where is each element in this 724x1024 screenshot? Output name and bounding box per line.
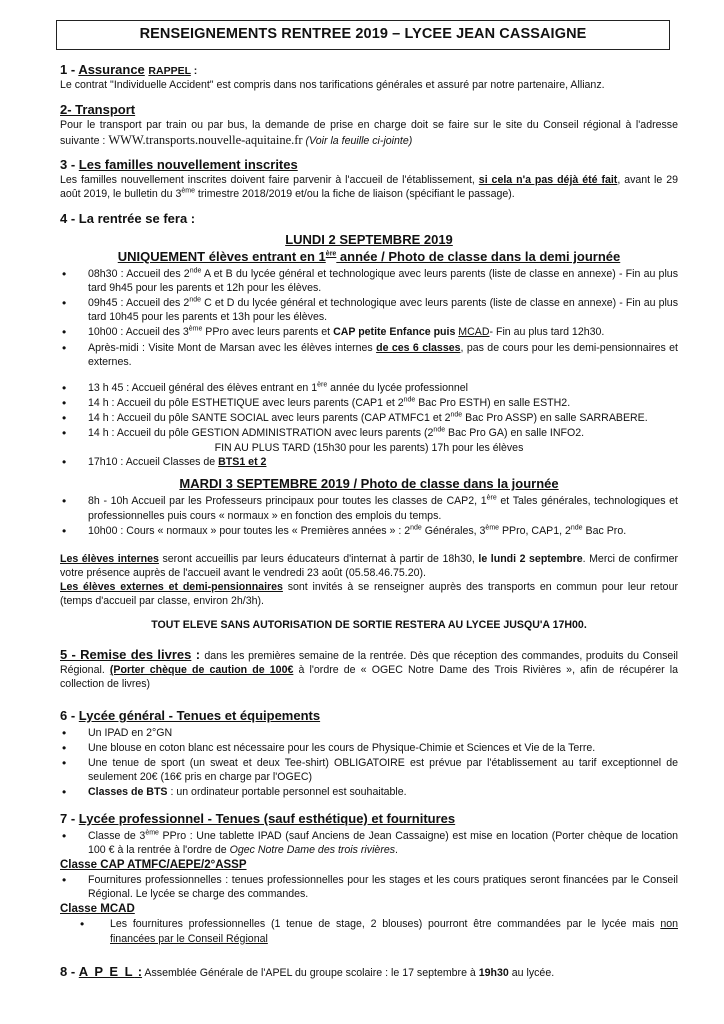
section-heading: 2- Transport — [60, 102, 136, 117]
list-item: • Classe de 3ème PPro : Une tablette IPAD (sauf Anciens de Jean Cassaigne) est mise en location (Porter chèque de location 100 € à la rentrée à l'ordre de Ogec Notre Dame des trois rivières. — [60, 829, 678, 857]
list-item: • Une blouse en coton blanc est nécessaire pour les cours de Physique-Chimie et Sciences et Vie de la Terre. — [60, 741, 678, 755]
section-heading: 1 - Assurance RAPPEL : — [60, 62, 198, 77]
internes-paragraph: Les élèves internes seront accueillis par leurs éducateurs d'internat à partir de 18h30, le lundi 2 septembre. Merci de confirmer votre présence auprès de l'accueil avant le vendredi 23 août (05.58.46.75.20). — [60, 552, 678, 579]
class-heading-mcad: Classe MCAD — [60, 903, 135, 916]
section-rentree — [60, 211, 678, 632]
warning-sortie: TOUT ELEVE SANS AUTORISATION DE SORTIE RESTERA AU LYCEE JUSQU'A 17H00. — [151, 619, 587, 631]
pro-list-cap — [60, 873, 678, 901]
list-item: • 10h00 : Cours « normaux » pour toutes les « Premières années » : 2nde Générales, 3ème PPro, CAP1, 2nde Bac Pro. — [60, 524, 678, 538]
list-item: • 17h10 : Accueil Classes de BTS1 et 2 — [60, 455, 678, 469]
section-livres — [60, 647, 678, 691]
list-item: • Après-midi : Visite Mont de Marsan avec les élèves internes de ces 6 classes, pas de cours pour les demi-pensionnaires et externes. — [60, 341, 678, 369]
list-item: • 13 h 45 : Accueil général des élèves entrant en 1ère année du lycée professionnel — [60, 381, 678, 395]
section-text: 8 - A P E L : Assemblée Générale de l'APEL du groupe scolaire : le 17 septembre à 19h30 au lycée. — [60, 964, 555, 979]
list-item: • Classes de BTS : un ordinateur portable personnel est souhaitable. — [60, 785, 678, 799]
schedule-list-lundi-matin — [60, 267, 678, 369]
section-assurance — [60, 62, 678, 92]
transport-url[interactable]: WWW.transports.nouvelle-aquitaine.fr — [108, 132, 303, 147]
section-nouvelles-familles — [60, 157, 678, 201]
section-heading: 3 - Les familles nouvellement inscrites — [60, 157, 298, 172]
equipment-list — [60, 726, 678, 799]
class-heading-cap: Classe CAP ATMFC/AEPE/2°ASSP — [60, 858, 247, 871]
section-text: Les familles nouvellement inscrites doivent faire parvenir à l'accueil de l'établissement, si cela n'a pas déjà été fait, avant le 29 août 2019, le bulletin du 3ème trimestre 2018/2019 et/ou la fiche de liaison (spécifiant le passage). — [60, 173, 679, 200]
section-heading: 7 - Lycée professionnel - Tenues (sauf esthétique) et fournitures — [60, 811, 456, 826]
day-heading-lundi: LUNDI 2 SEPTEMBRE 2019 — [285, 231, 453, 247]
list-item: • 14 h : Accueil du pôle GESTION ADMINISTRATION avec leurs parents (2nde Bac Pro GA) en salle INFO2. — [60, 426, 678, 440]
schedule-list-lundi-apres-midi — [60, 381, 678, 440]
list-item: • 14 h : Accueil du pôle SANTE SOCIAL avec leurs parents (CAP ATMFC1 et 2nde Bac Pro ASSP) en salle SARRABERE. — [60, 411, 678, 425]
list-item: • 08h30 : Accueil des 2nde A et B du lycée général et technologique avec leurs parents (liste de classe en annexe) - Fin au plus tard 9h45 pour les parents et 12h pour les élèves. — [60, 267, 678, 295]
list-item: • Une tenue de sport (un sweat et deux Tee-shirt) OBLIGATOIRE est prévue par l'établissement au tarif exceptionnel de seulement 20€ (16€ pris en charge par l'OGEC) — [60, 756, 678, 784]
section-transport — [60, 102, 678, 148]
list-item: • 10h00 : Accueil des 3ème PPro avec leurs parents et CAP petite Enfance puis MCAD- Fin au plus tard 12h30. — [60, 325, 678, 339]
fin-au-plus-tard: FIN AU PLUS TARD (15h30 pour les parents) 17h pour les élèves — [214, 442, 524, 455]
pro-list-3ppro — [60, 829, 678, 857]
section-heading: 4 - La rentrée se fera : — [60, 211, 196, 226]
page-title: RENSEIGNEMENTS RENTREE 2019 – LYCEE JEAN CASSAIGNE — [56, 20, 670, 50]
list-item: • 14 h : Accueil du pôle ESTHETIQUE avec leurs parents (CAP1 et 2nde Bac Pro ESTH) en salle ESTH2. — [60, 396, 678, 410]
schedule-list-mardi — [60, 494, 678, 537]
section-lycee-pro — [60, 811, 678, 947]
schedule-list-bts — [60, 455, 678, 469]
list-item: • 09h45 : Accueil des 2nde C et D du lycée général et technologique avec leurs parents (liste de classe en annexe) - Fin au plus tard 10h45 pour les parents et 13h pour les élèves. — [60, 296, 678, 324]
day-heading-mardi: MARDI 3 SEPTEMBRE 2019 / Photo de classe dans la journée — [179, 476, 559, 492]
section-heading: 6 - Lycée général - Tenues et équipements — [60, 708, 321, 723]
section-text: Pour le transport par train ou par bus, la demande de prise en charge doit se faire sur le site du Conseil régional à l'adresse suivante : WWW.transports.nouvelle-aquitaine.fr (Voir la feuille ci-jointe) — [60, 118, 678, 147]
list-item: • Un IPAD en 2°GN — [60, 726, 678, 740]
list-item: • 8h - 10h Accueil par les Professeurs principaux pour toutes les classes de CAP2, 1ère et Tales générales, technologiques et professionnelles puis cours « normaux » en fonction des emplois du temps. — [60, 494, 678, 522]
section-text: Le contrat "Individuelle Accident" est compris dans nos tarifications générales et assuré par notre partenaire, Allianz. — [60, 78, 605, 91]
pro-list-mcad — [60, 917, 678, 945]
externes-paragraph: Les élèves externes et demi-pensionnaires sont invités à se renseigner auprès des transports en commun pour leur retour (temps d'accueil par classe, environ 2h/3h). — [60, 580, 678, 607]
section-text: 5 - Remise des livres : dans les premières semaine de la rentrée. Dès que réception des commandes, produits du Conseil Régional. (Porter chèque de caution de 100€ à l'ordre de « OGEC Notre Dame des Trois Rivières », afin de récupérer la collection de livres) — [60, 647, 678, 691]
list-item: • Les fournitures professionnelles (1 tenue de stage, 2 blouses) pourront être commandées par le lycée mais non financées par le Conseil Régional — [60, 917, 678, 945]
day-subheading: UNIQUEMENT élèves entrant en 1ère année / Photo de classe dans la demi journée — [117, 248, 621, 264]
section-lycee-general — [60, 708, 678, 800]
list-item: • Fournitures professionnelles : tenues professionnelles pour les stages et les cours pratiques seront financées par le Conseil Régional. Le lycée se charge des commandes. — [60, 873, 678, 901]
section-apel — [60, 964, 678, 980]
